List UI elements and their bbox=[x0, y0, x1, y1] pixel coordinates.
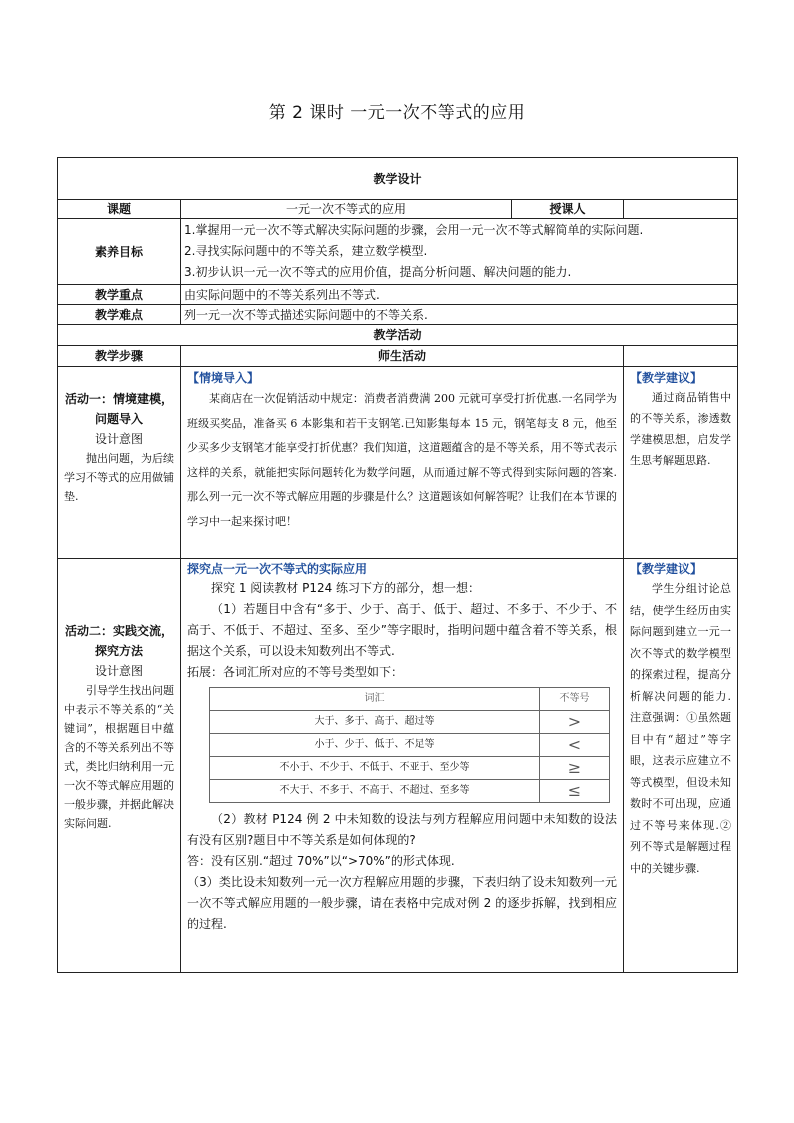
course-value: 一元一次不等式的应用 bbox=[181, 200, 512, 219]
lesson-design-table bbox=[57, 157, 738, 973]
activity2-tip-text: 学生分组讨论总结，使学生经历由实际问题到建立一元一次不等式的数学模型的探索过程，提高分析解决问题的能力.注意强调：①虽然题目中有“超过”等字眼，这表示应建立不等式模型，但设未知数时不可出现，应通过不等号来体现.②列不等式是解题过程中的关键步骤. bbox=[630, 582, 732, 875]
inner-table-cell: 小于、少于、低于、不足等 bbox=[210, 734, 540, 757]
activity2-a2: 答：没有区别.“超过 70%”以“>70%”的形式体现. bbox=[187, 854, 455, 868]
activities-header: 教学活动 bbox=[58, 325, 738, 346]
activity1-scenario: 某商店在一次促销活动中规定：消费者消费满 200 元就可享受打折优惠.一名同学为班级买奖品，准备买 6 本影集和若干支钢笔.已知影集每本 15 元，钢笔每支 8 元，他至少买多少支钢笔才能享受打折优惠？我们知道，这道题蕴含的是不等关系，用不等式表示这样的关系，就能把实际问题转化为数学问题，从而通过解不等式得到实际问题的答案.那么列一元一次不等式解应用题的步骤是什么？这道题该如何解答呢？让我们在本节课的学习中一起来探讨吧！ bbox=[187, 392, 617, 528]
activity-label: 师生活动 bbox=[181, 346, 624, 367]
inner-table-header: 不等号 bbox=[540, 688, 610, 711]
activity2-q2: （2）教材 P124 例 2 中未知数的设法与列方程解应用问题中未知数的设法有没有区别?题目中不等关系是如何体现的? bbox=[187, 812, 617, 847]
activity1-title: 活动一：情境建模，问题导入 bbox=[64, 392, 173, 426]
course-label: 课题 bbox=[58, 200, 181, 219]
activity2-q3: （3）类比设未知数列一元一次方程解应用题的步骤，下表归纳了设未知数列一元一次不等式解应用题的一般步骤，请在表格中完成对例 2 的逐步拆解，找到相应的过程. bbox=[187, 875, 617, 931]
activity1-tip bbox=[624, 367, 738, 559]
difficult-label: 教学难点 bbox=[58, 305, 181, 325]
goals-cell bbox=[181, 219, 738, 285]
activity2-expand: 拓展：各词汇所对应的不等号类型如下： bbox=[187, 665, 404, 679]
activity2-explore-intro: 探究 1 阅读教材 P124 练习下方的部分，想一想： bbox=[211, 581, 481, 595]
goal-item: 2.寻找实际问题中的不等关系，建立数学模型. bbox=[184, 244, 428, 258]
inner-table-cell: 大于、多于、高于、超过等 bbox=[210, 711, 540, 734]
activity2-intent-label: 设计意图 bbox=[94, 664, 143, 678]
activity2-section-title: 探究点一元一次不等式的实际应用 bbox=[187, 562, 368, 576]
teacher-value bbox=[624, 200, 738, 219]
activity1-tip-text: 通过商品销售中的不等关系，渗透数学建模思想，启发学生思考解题思路. bbox=[630, 391, 732, 467]
inequality-words-table bbox=[209, 687, 610, 803]
activity2-main bbox=[181, 559, 624, 973]
activity2-title: 活动二：实践交流，探究方法 bbox=[64, 624, 173, 658]
inner-table-cell: > bbox=[540, 711, 610, 734]
inner-table-cell: 不小于、不少于、不低于、不亚于、至少等 bbox=[210, 757, 540, 780]
activity1-tip-tag: 【教学建议】 bbox=[630, 371, 703, 385]
key-label: 教学重点 bbox=[58, 285, 181, 305]
page-title: 第 2 课时 一元一次不等式的应用 bbox=[268, 103, 526, 123]
inner-table-cell: < bbox=[540, 734, 610, 757]
activity2-tip-tag: 【教学建议】 bbox=[630, 562, 703, 576]
goals-label: 素养目标 bbox=[58, 219, 181, 285]
teacher-label: 授课人 bbox=[512, 200, 624, 219]
activity2-left bbox=[58, 559, 181, 973]
steps-label: 教学步骤 bbox=[58, 346, 181, 367]
inner-table-header: 词汇 bbox=[210, 688, 540, 711]
activity1-left bbox=[58, 367, 181, 559]
goal-item: 3.初步认识一元一次不等式的应用价值，提高分析问题、解决问题的能力. bbox=[184, 265, 572, 279]
activity1-intent-label: 设计意图 bbox=[94, 432, 143, 446]
inner-table-cell: ≤ bbox=[540, 780, 610, 803]
activity1-section-tag: 【情境导入】 bbox=[187, 371, 260, 385]
inner-table-cell: ≥ bbox=[540, 757, 610, 780]
difficult-value: 列一元一次不等式描述实际问题中的不等关系. bbox=[181, 305, 738, 325]
activity2-intent-text: 引导学生找出问题中表示不等关系的“关键词”，根据题目中蕴含的不等关系列出不等式，类比归纳利用一元一次不等式解应用题的一般步骤，并据此解决实际问题. bbox=[64, 684, 174, 830]
inner-table-cell: 不大于、不多于、不高于、不超过、至多等 bbox=[210, 780, 540, 803]
key-value: 由实际问题中的不等关系列出不等式. bbox=[181, 285, 738, 305]
activity1-main bbox=[181, 367, 624, 559]
activity2-tip bbox=[624, 559, 738, 973]
activity2-q1: （1）若题目中含有“多于、少于、高于、低于、超过、不多于、不少于、不高于、不低于、不超过、至多、至少”等字眼时，指明问题中蕴含着不等关系，根据这个关系，可以设未知数列出不等式. bbox=[187, 602, 617, 658]
table-header: 教学设计 bbox=[58, 158, 738, 200]
activity1-intent-text: 抛出问题，为后续学习不等式的应用做铺垫. bbox=[64, 452, 174, 503]
tips-column-header bbox=[624, 346, 738, 367]
goal-item: 1.掌握用一元一次不等式解决实际问题的步骤，会用一元一次不等式解简单的实际问题. bbox=[184, 223, 644, 237]
